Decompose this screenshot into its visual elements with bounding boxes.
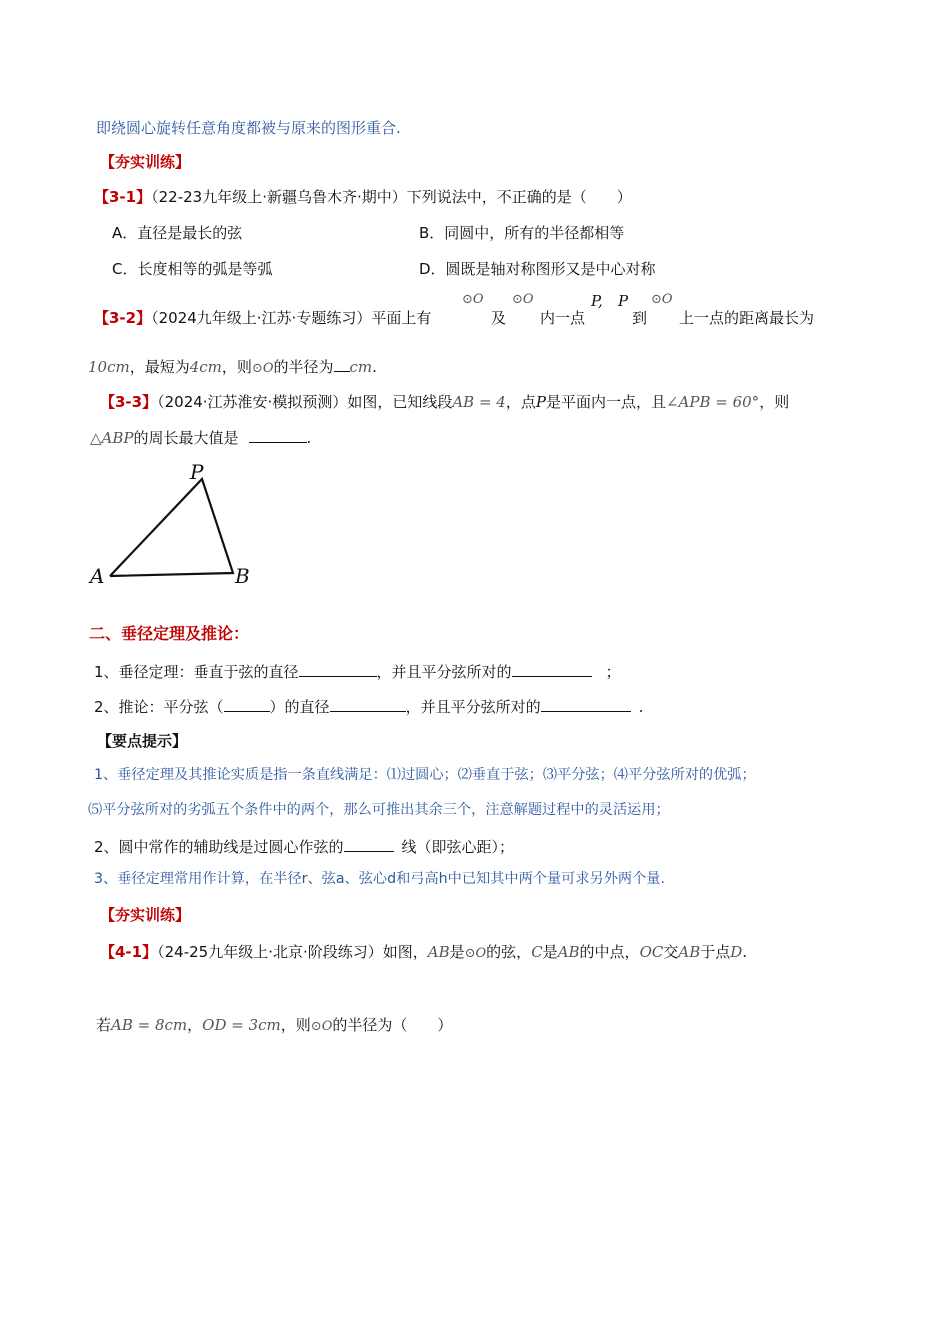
segment-ab: AB bbox=[678, 943, 701, 961]
text-short: ，最短为 bbox=[129, 358, 190, 376]
section-title: 二、垂径定理及推论： bbox=[89, 624, 250, 643]
tips-line-2: ⑸平分弦所对的劣弧五个条件中的两个，那么可推出其余三个，注意解题过程中的灵活运用； bbox=[88, 802, 670, 818]
tips-text: 2、圆中常作的辅助线是过圆心作弦的 bbox=[94, 838, 344, 856]
period: . bbox=[306, 429, 312, 447]
answer-blank[interactable] bbox=[344, 837, 394, 852]
period: . bbox=[372, 358, 377, 376]
question-stem: （2024·江苏淮安·模拟预测）如图，已知线段 bbox=[157, 393, 453, 411]
od-equals-3cm: OD = 3cm bbox=[202, 1016, 281, 1034]
theorem-item-1 bbox=[94, 662, 621, 681]
answer-blank[interactable] bbox=[512, 662, 592, 677]
text-inner-point: 内一点 bbox=[540, 309, 586, 327]
point-p-label: P, bbox=[591, 292, 603, 310]
tips-title: 【要点提示】 bbox=[97, 732, 188, 750]
unit-cm: cm bbox=[349, 358, 373, 376]
point-c: C bbox=[531, 943, 543, 961]
item-text: ； bbox=[605, 663, 621, 681]
training-label: 【夯实训练】 bbox=[100, 906, 191, 924]
point-p-label: P bbox=[535, 393, 546, 411]
text: 于点 bbox=[700, 943, 731, 961]
segment-oc: OC bbox=[639, 943, 664, 961]
question-4-1-line2 bbox=[96, 1016, 452, 1035]
triangle-apb bbox=[110, 479, 233, 576]
text-then: ，则 bbox=[221, 358, 252, 376]
question-3-3 bbox=[100, 393, 789, 411]
segment-ab: AB bbox=[427, 943, 450, 961]
text: 的弦， bbox=[486, 943, 532, 961]
text: ，则 bbox=[280, 1016, 311, 1034]
circle-o-symbol: ⊙O bbox=[310, 1019, 333, 1034]
answer-blank[interactable] bbox=[224, 697, 270, 712]
ab-equals-8cm: AB = 8cm bbox=[111, 1016, 188, 1034]
question-tag: 【3-3】 bbox=[100, 393, 158, 411]
answer-blank[interactable] bbox=[330, 697, 406, 712]
tips-text: 线（即弦心距）； bbox=[401, 838, 515, 856]
answer-blank[interactable] bbox=[249, 428, 307, 443]
question-3-2-line2 bbox=[88, 357, 377, 377]
option-c: C．长度相等的弧是等弧 bbox=[112, 260, 273, 278]
question-3-3-line2 bbox=[90, 428, 311, 447]
item-text: ，并且平分弦所对的 bbox=[376, 663, 512, 681]
training-label: 【夯实训练】 bbox=[100, 153, 191, 171]
question-tag: 【3-1】 bbox=[94, 188, 152, 206]
circle-o-symbol: ⊙O bbox=[464, 946, 487, 961]
question-3-1 bbox=[94, 188, 632, 206]
circle-o-symbol: ⊙O bbox=[512, 292, 534, 307]
text: ， bbox=[187, 1016, 203, 1034]
text-then: ，则 bbox=[759, 393, 790, 411]
tips-line-1: 1、垂径定理及其推论实质是指一条直线满足：⑴过圆心；⑵垂直于弦；⑶平分弦；⑷平分弦所对的优弧； bbox=[94, 767, 756, 783]
text-radius: 的半径为 bbox=[273, 358, 334, 376]
text-plane: 是平面内一点，且 bbox=[545, 393, 666, 411]
text: 的中点， bbox=[579, 943, 640, 961]
answer-blank[interactable] bbox=[334, 357, 350, 372]
question-tag: 【4-1】 bbox=[100, 943, 158, 961]
point-p-label: P bbox=[618, 292, 629, 310]
text: 是 bbox=[449, 943, 465, 961]
value-4cm: 4cm bbox=[189, 358, 222, 376]
option-a: A．直径是最长的弦 bbox=[112, 224, 243, 242]
question-tag: 【3-2】 bbox=[94, 309, 152, 327]
text-to: 到 bbox=[632, 309, 648, 327]
text-max: 上一点的距离最长为 bbox=[679, 309, 815, 327]
ab-equals-4: AB = 4 bbox=[452, 393, 506, 411]
text-perimeter: 的周长最大值是 bbox=[133, 429, 239, 447]
answer-blank[interactable] bbox=[541, 697, 631, 712]
item-text: 2、推论：平分弦（ bbox=[94, 698, 224, 716]
text: 交 bbox=[663, 943, 679, 961]
question-text: 的半径为（ ） bbox=[332, 1016, 453, 1034]
vertex-b-label: B bbox=[235, 564, 250, 588]
tips-line-4: 3、垂径定理常用作计算，在半径r、弦a、弦心d和弓高h中已知其中两个量可求另外两个量. bbox=[94, 871, 666, 887]
point-d: D bbox=[730, 943, 743, 961]
question-stem: （24-25九年级上·北京·阶段练习）如图， bbox=[157, 943, 428, 961]
text-and: 及 bbox=[491, 309, 507, 327]
circle-o-symbol: ⊙O bbox=[251, 361, 274, 376]
option-b: B．同圆中，所有的半径都相等 bbox=[419, 224, 625, 242]
text: . bbox=[742, 943, 748, 961]
vertex-a-label: A bbox=[90, 564, 105, 588]
question-stem: （2024九年级上·江苏·专题练习）平面上有 bbox=[151, 309, 432, 327]
question-4-1 bbox=[100, 943, 747, 962]
triangle-figure bbox=[80, 455, 280, 595]
item-text: . bbox=[638, 698, 644, 716]
option-d: D．圆既是轴对称图形又是中心对称 bbox=[419, 260, 656, 278]
vertex-p-label: P bbox=[190, 460, 204, 484]
text: 若 bbox=[96, 1016, 112, 1034]
theorem-item-2 bbox=[94, 697, 643, 716]
question-stem: （22-23九年级上·新疆乌鲁木齐·期中）下列说法中，不正确的是（ ） bbox=[151, 188, 632, 206]
question-3-2 bbox=[94, 309, 431, 327]
angle-apb: ∠APB = 60° bbox=[665, 393, 760, 411]
text: 是 bbox=[542, 943, 558, 961]
triangle-abp: △ABP bbox=[90, 429, 134, 447]
arc-ab: AB bbox=[557, 943, 580, 961]
circle-o-symbol: ⊙O bbox=[462, 292, 484, 307]
continuation-text: 即绕圆心旋转任意角度都被与原来的图形重合. bbox=[96, 119, 401, 137]
answer-blank[interactable] bbox=[299, 662, 377, 677]
item-text: 1、垂径定理：垂直于弦的直径 bbox=[94, 663, 299, 681]
item-text: ）的直径 bbox=[269, 698, 330, 716]
text-point: ，点 bbox=[505, 393, 536, 411]
tips-line-3 bbox=[94, 837, 514, 856]
circle-o-symbol: ⊙O bbox=[651, 292, 673, 307]
item-text: ，并且平分弦所对的 bbox=[405, 698, 541, 716]
value-10cm: 10cm bbox=[88, 358, 130, 376]
